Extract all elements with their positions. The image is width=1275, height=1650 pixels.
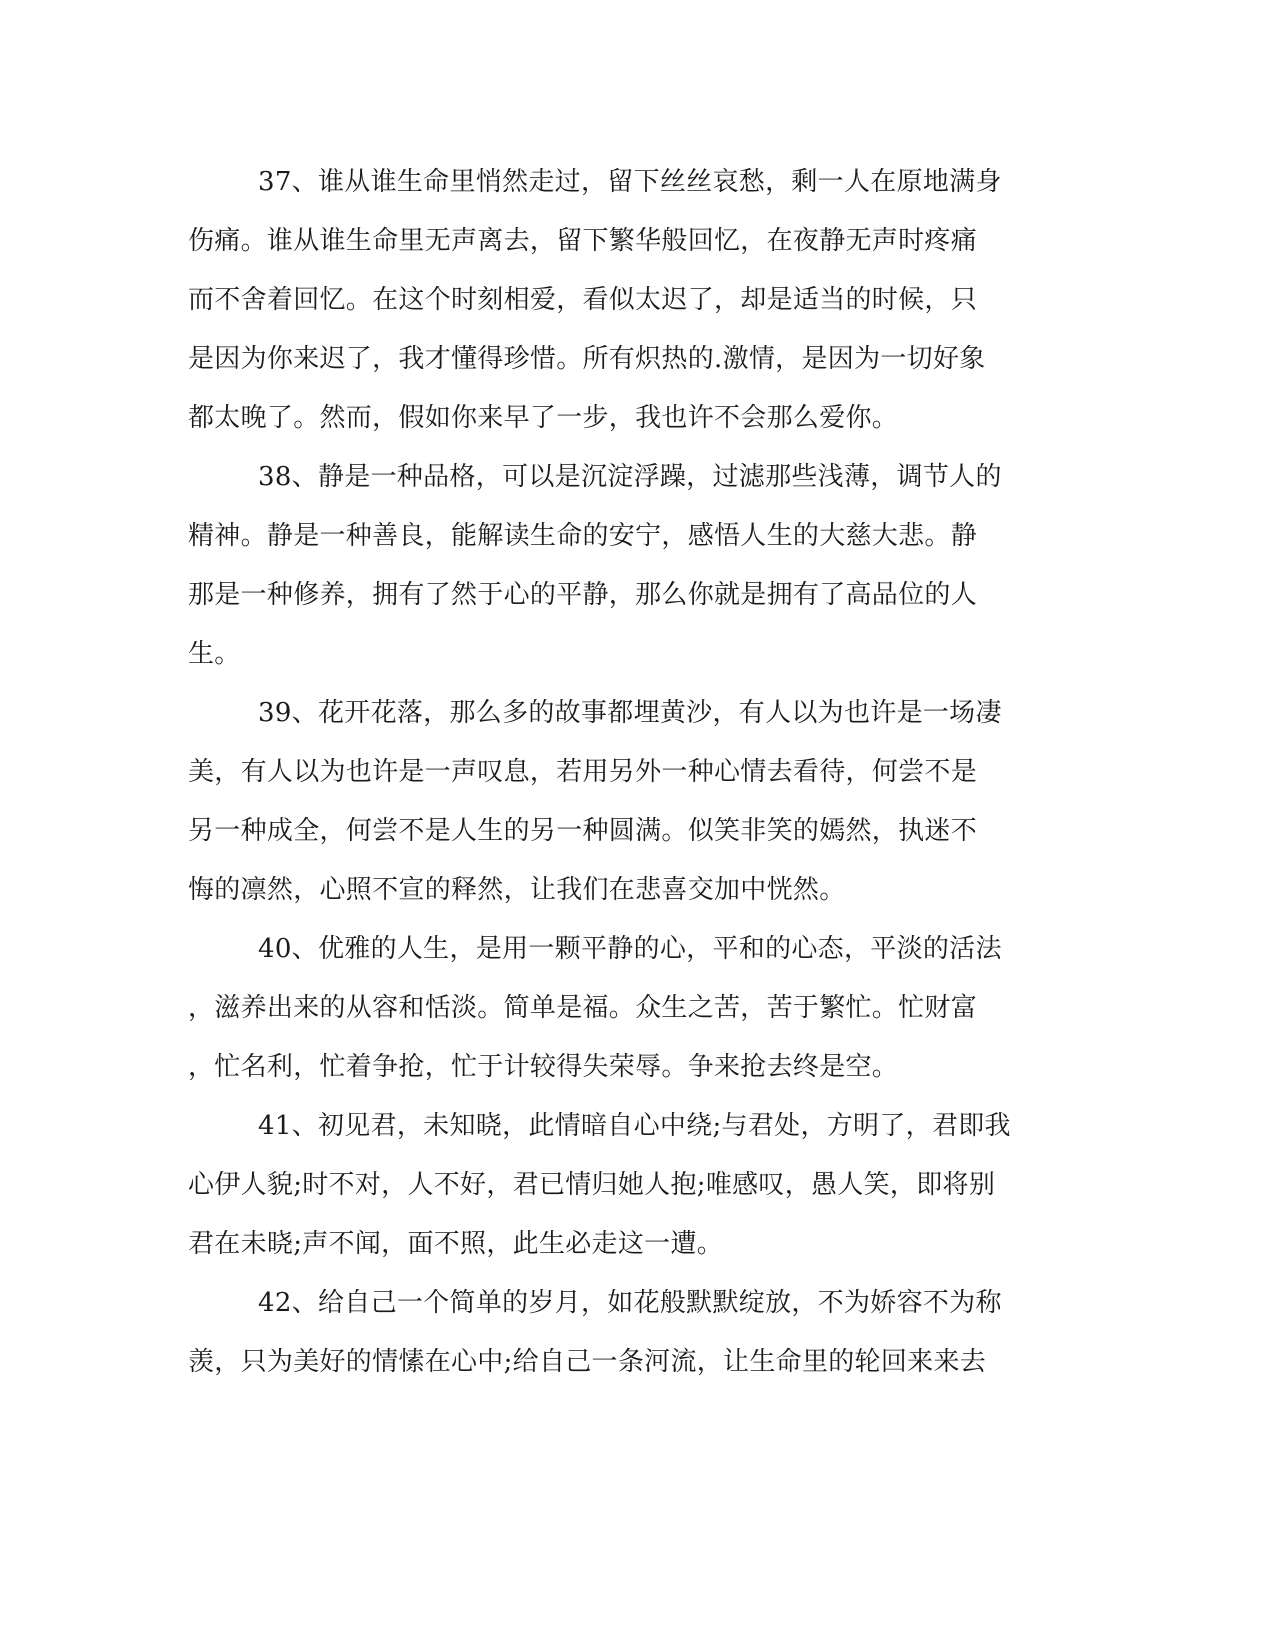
paragraph-39-line-2: 美，有人以为也许是一声叹息，若用另外一种心情去看待，何尝不是 [188, 757, 978, 787]
paragraph-38-line-4: 生。 [188, 639, 241, 669]
paragraph-40-line-2: ，滋养出来的从容和恬淡。简单是福。众生之苦，苦于繁忙。忙财富 [188, 993, 978, 1023]
paragraph-37-line-5: 都太晚了。然而，假如你来早了一步，我也许不会那么爱你。 [188, 403, 899, 433]
paragraph-37-line-3: 而不舍着回忆。在这个时刻相爱，看似太迟了，却是适当的时候，只 [188, 285, 978, 315]
paragraph-38-line-1: 38、静是一种品格，可以是沉淀浮躁，过滤那些浅薄，调节人的 [258, 462, 1002, 492]
paragraph-40-line-1: 40、优雅的人生，是用一颗平静的心，平和的心态，平淡的活法 [258, 934, 1002, 964]
paragraph-38-line-3: 那是一种修养，拥有了然于心的平静，那么你就是拥有了高品位的人 [188, 580, 978, 610]
paragraph-39-line-3: 另一种成全，何尝不是人生的另一种圆满。似笑非笑的嫣然，执迷不 [188, 816, 978, 846]
paragraph-39-line-4: 悔的凛然，心照不宣的释然，让我们在悲喜交加中恍然。 [188, 875, 846, 905]
paragraph-37-line-2: 伤痛。谁从谁生命里无声离去，留下繁华般回忆，在夜静无声时疼痛 [188, 226, 978, 256]
paragraph-42-line-1: 42、给自己一个简单的岁月，如花般默默绽放，不为娇容不为称 [258, 1288, 1002, 1318]
paragraph-41-line-2: 心伊人貌;时不对，人不好，君已情归她人抱;唯感叹，愚人笑，即将别 [188, 1170, 996, 1200]
paragraph-38-line-2: 精神。静是一种善良，能解读生命的安宁，感悟人生的大慈大悲。静 [188, 521, 978, 551]
paragraph-41-line-3: 君在未晓;声不闻，面不照，此生必走这一遭。 [188, 1229, 724, 1259]
paragraph-39-line-1: 39、花开花落，那么多的故事都埋黄沙，有人以为也许是一场凄 [258, 698, 1002, 728]
paragraph-41-line-1: 41、初见君，未知晓，此情暗自心中绕;与君处，方明了，君即我 [258, 1111, 1011, 1141]
paragraph-37-line-1: 37、谁从谁生命里悄然走过，留下丝丝哀愁，剩一人在原地满身 [258, 167, 1002, 197]
paragraph-42-line-2: 羡，只为美好的情愫在心中;给自己一条河流，让生命里的轮回来来去 [188, 1347, 987, 1377]
paragraph-37-line-4: 是因为你来迟了，我才懂得珍惜。所有炽热的.激情，是因为一切好象 [188, 344, 986, 374]
paragraph-40-line-3: ，忙名利，忙着争抢，忙于计较得失荣辱。争来抢去终是空。 [188, 1052, 899, 1082]
